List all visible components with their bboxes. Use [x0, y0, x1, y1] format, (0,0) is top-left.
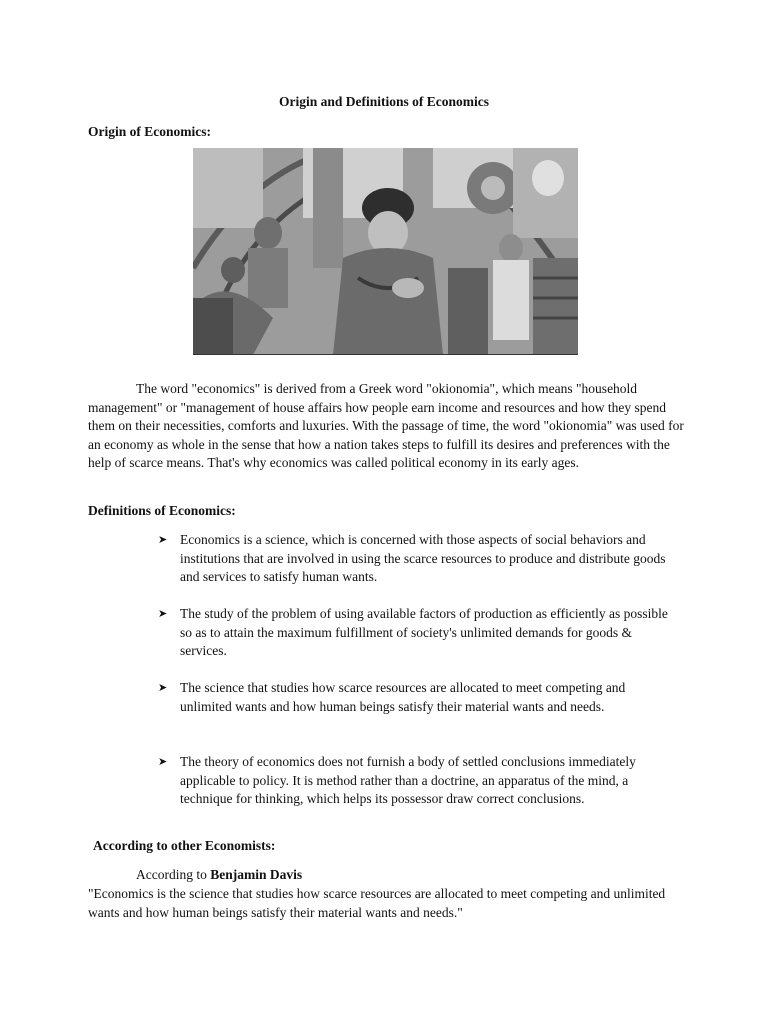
mural-illustration	[193, 148, 578, 355]
according-line	[136, 866, 302, 885]
according-prefix: According to	[136, 867, 211, 882]
origin-paragraph-text: The word "economics" is derived from a Greek word "okionomia", which means "household management" or "management of house affairs how people earn income and resources and how they spend them on their necessities, comforts and luxuries. With the passage of time, the word "okionomia" was used for an economy as whole in the sense that how a nation takes steps to fulfill its desires and preferences with the help of scarce means. That's why economics was called political economy in its early ages.	[88, 381, 684, 470]
definition-text: Economics is a science, which is concerned with those aspects of social behaviors and institutions that are involved in using the scarce resources to produce and distribute goods and services to satisfy human wants.	[180, 532, 666, 584]
definitions-heading: Definitions of Economics:	[88, 503, 236, 518]
origin-paragraph	[88, 380, 688, 473]
definition-text: The theory of economics does not furnish a body of settled conclusions immediately applicable to policy. It is method rather than a doctrine, an apparatus of the mind, a technique for thinking, which helps its possessor draw correct conclusions.	[180, 754, 636, 806]
definition-text: The science that studies how scarce resources are allocated to meet competing and unlimited wants and how human beings satisfy their material wants and needs.	[180, 680, 626, 714]
mural-image	[193, 148, 578, 355]
bullet-arrow-icon: ➤	[158, 755, 168, 768]
definition-text: The study of the problem of using available factors of production as efficiently as possible so as to attain the maximum fulfillment of society's unlimited demands for goods & services.	[180, 606, 668, 658]
bullet-arrow-icon: ➤	[158, 607, 168, 620]
document-title: Origin and Definitions of Economics	[278, 94, 489, 109]
bullet-arrow-icon: ➤	[158, 681, 168, 694]
origin-heading: Origin of Economics:	[88, 124, 211, 139]
bullet-arrow-icon: ➤	[158, 533, 168, 546]
economists-heading: According to other Economists:	[93, 838, 276, 853]
economist-quote: "Economics is the science that studies how scarce resources are allocated to meet competing and unlimited wants and how human beings satisfy their material wants and needs."	[88, 886, 666, 920]
economist-name: Benjamin Davis	[210, 867, 303, 882]
